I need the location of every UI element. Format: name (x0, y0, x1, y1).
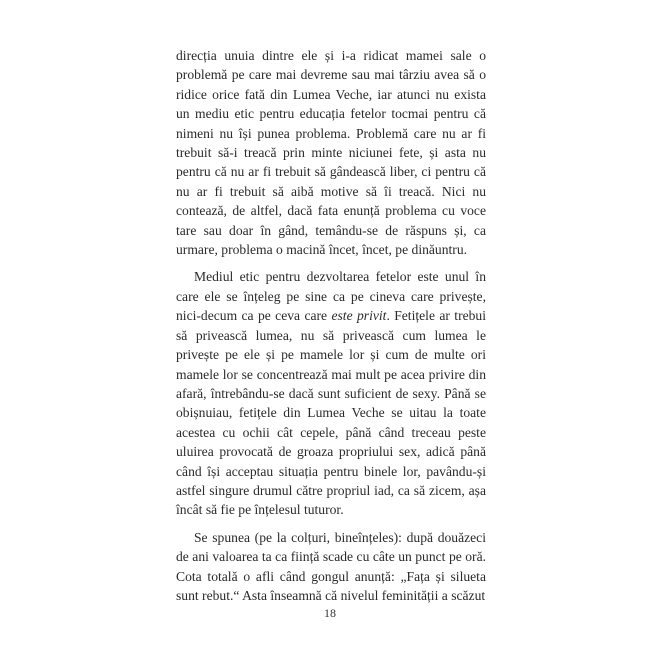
paragraph-2-start: Mediul etic pentru dezvoltarea fetelor este unul în care ele se înțeleg pe sine ca pe cineva care privește, nici-decum ca pe ceva care (176, 269, 486, 324)
page-number: 18 (324, 606, 336, 620)
paragraph-2 (176, 267, 486, 519)
paragraph-2-emphasis: este privit (331, 308, 387, 324)
paragraph-3: Se spunea (pe la colțuri, bineînțeles): după douăzeci de ani valoarea ta ca ființă scade cu câte un punct pe oră. Cota totală o afli când gongul anunță: „Fața și silueta sunt rebut.“ Asta înseamnă că nivelul feminității a scăzut (176, 529, 486, 603)
paragraph-2-end: . Fetițele ar trebui să privească lumea, nu să privească cum lumea le privește pe ele și pe mamele lor și cum de multe ori mamele lor se concentrează mai mult pe acea privire din afară, întrebându-se dacă sunt suficient de sexy. Până se obișnuiau, fetițele din Lumea Veche se uitau la toate acestea cu ochii cât cepele, până când treceau peste uluirea provocată de groaza propriului sex, adică până când își acceptau situația pentru binele lor, pavându-și astfel singure drumul către propriul iad, ca să zicem, așa încât să fie pe înțelesul tuturor. (176, 308, 487, 518)
paragraph-1: direcția unuia dintre ele și i-a ridicat mamei sale o problemă pe care mai devreme sau mai târziu avea să o ridice orice fată din Lumea Veche, iar atunci nu exista un mediu etic pentru educația fetelor tocmai pentru că nimeni nu își punea problema. Problemă care nu ar fi trebuit să-i treacă prin minte niciunei fete, și asta nu pentru că nu ar fi trebuit să gândească liber, ci pentru că nu ar fi trebuit să aibă motive să îi treacă. Nici nu contează, de altfel, dacă fata enunță problema cu voce tare sau doar în gând, temându-se de răspuns și, ca urmare, problema o macină încet, încet, pe dinăuntru. (176, 48, 486, 258)
body-text (176, 46, 486, 605)
